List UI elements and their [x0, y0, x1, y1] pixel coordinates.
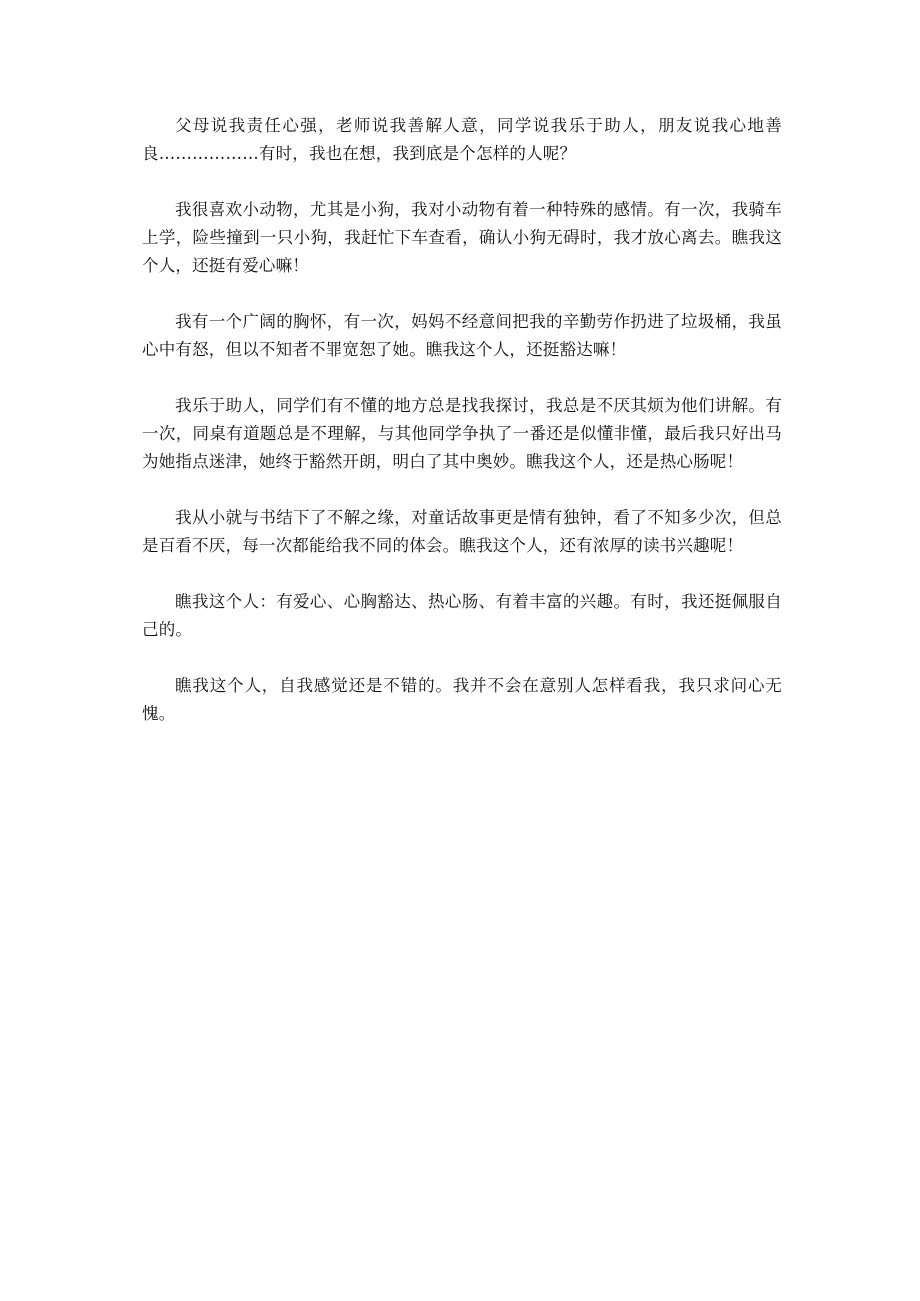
paragraph-5: 我从小就与书结下了不解之缘，对童话故事更是情有独钟，看了不知多少次，但总是百看不厌，每一次都能给我不同的体会。瞧我这个人，还有浓厚的读书兴趣呢！ [142, 508, 782, 555]
paragraph-2: 我很喜欢小动物，尤其是小狗，我对小动物有着一种特殊的感情。有一次，我骑车上学，险些撞到一只小狗，我赶忙下车查看，确认小狗无碍时，我才放心离去。瞧我这个人，还挺有爱心嘛！ [142, 200, 782, 275]
paragraph-4: 我乐于助人，同学们有不懂的地方总是找我探讨，我总是不厌其烦为他们讲解。有一次，同桌有道题总是不理解，与其他同学争执了一番还是似懂非懂，最后我只好出马为她指点迷津，她终于豁然开朗，明白了其中奥妙。瞧我这个人，还是热心肠呢！ [142, 396, 782, 471]
paragraph-3: 我有一个广阔的胸怀，有一次，妈妈不经意间把我的辛勤劳作扔进了垃圾桶，我虽心中有怒，但以不知者不罪宽恕了她。瞧我这个人，还挺豁达嘛！ [142, 312, 782, 359]
document-page [142, 112, 782, 756]
paragraph-6: 瞧我这个人：有爱心、心胸豁达、热心肠、有着丰富的兴趣。有时，我还挺佩服自己的。 [142, 592, 782, 639]
paragraph-7: 瞧我这个人，自我感觉还是不错的。我并不会在意别人怎样看我，我只求问心无愧。 [142, 676, 782, 723]
paragraph-1: 父母说我责任心强，老师说我善解人意，同学说我乐于助人，朋友说我心地善良………………有时，我也在想，我到底是个怎样的人呢？ [142, 116, 782, 163]
